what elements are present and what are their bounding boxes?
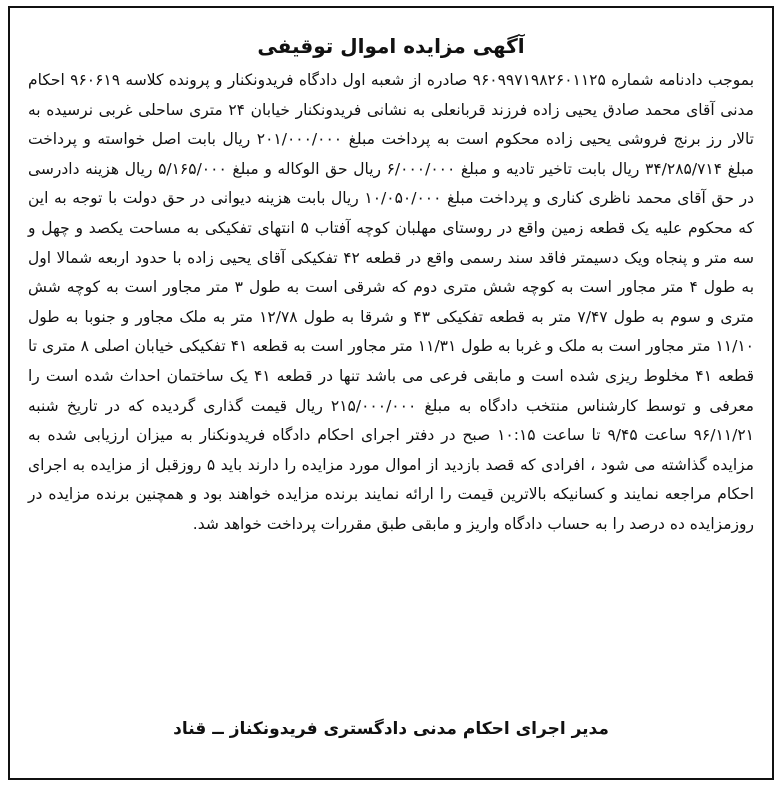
notice-body: بموجب دادنامه شماره ۹۶۰۹۹۷۱۹۸۲۶۰۱۱۲۵ صادره از شعبه اول دادگاه فریدونکنار و پرونده کلاسه ۹۶۰۶۱۹ احکام مدنی آقای محمد صادق یحیی زاده فرزند قربانعلی به نشانی فریدونکنار خیابان ۲۴ متری ساحلی غربی نرسیده به تالار رز برنج فروشی یحیی زاده محکوم است به پرداخت مبلغ ۲۰۱/۰۰۰/۰۰۰ ریال بابت اصل خواسته و پرداخت مبلغ ۳۴/۲۸۵/۷۱۴ ریال بابت تاخیر تادیه و مبلغ ۶/۰۰۰/۰۰۰ ریال حق الوکاله و مبلغ ۵/۱۶۵/۰۰۰ ریال هزینه دادرسی در حق آقای محمد ناظری کناری و پرداخت مبلغ ۱۰/۰۵۰/۰۰۰ ریال بابت هزینه دیوانی در حق دولت با توجه به این که محکوم علیه یک قطعه زمین واقع در روستای مهلبان کوچه آفتاب ۵ انتهای تفکیکی به مساحت یکصد و چهل و سه متر و پنجاه ویک دسیمتر فاقد سند رسمی واقع در قطعه ۴۲ تفکیکی آقای یحیی زاده با حدود اربعه شمالا اول به طول ۴ متر مجاور است به کوچه شش متری دوم که شرقی است به طول ۳ متر مجاور است به کوچه شش متری و سوم به طول ۷/۴۷ متر به قطعه تفکیکی ۴۳ و شرقا به طول ۱۲/۷۸ متر به ملک مجاور و جنوبا به طول ۱۱/۱۰ متر مجاور است به ملک و غربا به طول ۱۱/۳۱ متر مجاور است به قطعه ۴۱ تفکیکی خیابان اصلی ۸ متری تا قطعه ۴۱ مخلوط ریزی شده است و مابقی فرعی می باشد تنها در قطعه ۴۱ یک ساختمان احداث شده است را معرفی و توسط کارشناس منتخب دادگاه به مبلغ ۲۱۵/۰۰۰/۰۰۰ ریال قیمت گذاری گردیده که در تاریخ شنبه ۹۶/۱۱/۲۱ ساعت ۹/۴۵ تا ساعت ۱۰:۱۵ صبح در دفتر اجرای احکام دادگاه فریدونکنار به میزان ارزیابی شده به مزایده گذاشته می شود ، افرادی که قصد بازدید از اموال مورد مزایده را دارند باید ۵ روزقبل از مزایده به اجرای احکام مراجعه نمایند و کسانیکه بالاترین قیمت را ارائه نمایند برنده مزایده خواهند بود و همچنین برنده مزایده در روزمزایده ده درصد را به حساب دادگاه واریز و مابقی طبق مقررات پرداخت خواهد شد. <box>28 71 755 533</box>
notice-signature: مدیر اجرای احکام مدنی دادگستری فریدونکناز ــ قناد <box>173 719 609 739</box>
auction-notice <box>8 6 774 780</box>
notice-title: آگهی مزایده اموال توقیفی <box>257 34 525 58</box>
